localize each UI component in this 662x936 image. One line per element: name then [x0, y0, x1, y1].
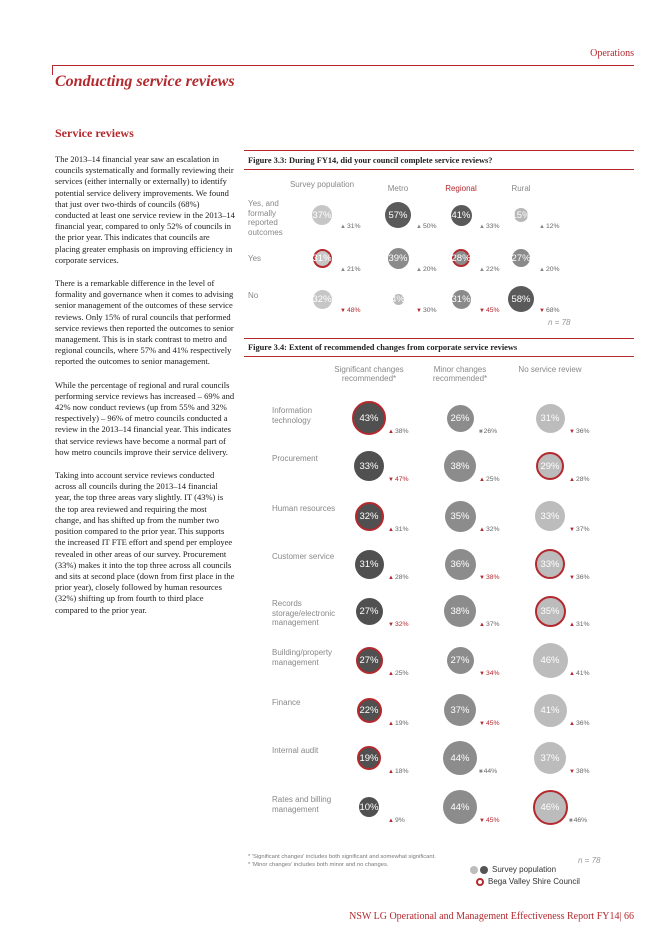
legend-population	[470, 865, 556, 874]
figure34-prior-year-delta	[388, 720, 409, 727]
figure34-bubble: 10%	[359, 797, 379, 817]
figure34-bubble: 27%	[447, 647, 474, 674]
arrow-down-icon: ▼	[340, 308, 346, 314]
figure33-column-header: Regional	[445, 184, 477, 193]
figure33-prior-year-delta	[479, 307, 500, 314]
arrow-down-icon: ▼	[479, 818, 485, 824]
figure33-prior-year-delta	[416, 266, 437, 273]
figure34-prior-year-delta	[479, 670, 500, 677]
figure34-bubble: 38%	[444, 450, 476, 482]
figure34-bubble: 44%	[443, 790, 477, 824]
figure33-bubble: 28%	[452, 249, 470, 267]
figure34-column-header: Minor changes recommended*	[432, 365, 488, 383]
delta-value: 46%	[573, 817, 588, 824]
figure33-column-header: Survey population	[289, 180, 355, 189]
figure34-prior-year-delta	[479, 428, 497, 435]
delta-value: 31%	[394, 526, 409, 533]
figure34-prior-year-delta	[388, 428, 409, 435]
figure34-prior-year-delta	[569, 768, 590, 775]
figure34-bubble: 33%	[354, 451, 384, 481]
figure34-row-label: Records storage/electronic management	[272, 599, 336, 627]
delta-value: 38%	[575, 768, 590, 775]
figure33-prior-year-delta	[340, 266, 361, 273]
figure34-prior-year-delta	[388, 768, 409, 775]
figure33-prior-year-delta	[416, 223, 437, 230]
arrow-down-icon: ▼	[416, 308, 422, 314]
figure33-bubble: 15%	[511, 209, 531, 221]
figure34-bubble: 44%	[443, 741, 477, 775]
figure34-prior-year-delta	[569, 428, 590, 435]
delta-value: 32%	[394, 621, 409, 628]
figure33-prior-year-delta	[340, 307, 361, 314]
delta-value: 36%	[575, 720, 590, 727]
delta-value: 26%	[483, 428, 498, 435]
figure34-prior-year-delta	[388, 670, 409, 677]
body-text	[55, 154, 235, 628]
figure33-column-header: Metro	[387, 184, 409, 193]
figure34-bubble: 19%	[357, 746, 381, 770]
figure34-prior-year-delta	[388, 817, 405, 824]
page-title: Conducting service reviews	[55, 73, 235, 90]
figure34-prior-year-delta	[479, 817, 500, 824]
delta-value: 25%	[394, 670, 409, 677]
figure33-bubble: 31%	[452, 290, 471, 309]
figure34-prior-year-delta	[479, 526, 500, 533]
figure34-prior-year-delta	[388, 621, 409, 628]
arrow-up-icon: ▲	[479, 267, 485, 273]
arrow-down-icon: ▼	[388, 622, 394, 628]
arrow-down-icon: ▼	[479, 721, 485, 727]
footnote: * 'Significant changes' includes both significant and somewhat significant.	[248, 854, 436, 860]
figure33-title-rule	[244, 169, 634, 170]
section-title: Service reviews	[55, 126, 134, 140]
delta-value: 21%	[346, 266, 361, 273]
legend-label: Survey population	[492, 865, 557, 874]
figure34-title-rule	[244, 356, 634, 357]
footnote: * 'Minor changes' includes both minor and no changes.	[248, 861, 389, 868]
delta-value: 22%	[485, 266, 500, 273]
figure33-top-rule	[244, 150, 634, 151]
figure33-bubble: 58%	[508, 286, 534, 312]
arrow-up-icon: ▲	[479, 477, 485, 483]
arrow-down-icon: ▼	[479, 671, 485, 677]
figure34-bubble: 46%	[533, 790, 568, 825]
figure33-column-header: Rural	[511, 184, 531, 193]
figure33-prior-year-delta	[479, 223, 500, 230]
figure34-title: Figure 3.4: Extent of recommended changes from corporate service reviews	[248, 343, 518, 352]
delta-value: 9%	[394, 817, 405, 824]
arrow-down-icon: ▼	[569, 575, 575, 581]
figure34-bubble: 31%	[536, 404, 565, 433]
delta-value: 28%	[575, 476, 590, 483]
arrow-up-icon: ▲	[479, 622, 485, 628]
arrow-up-icon: ▲	[340, 267, 346, 273]
arrow-up-icon: ▲	[539, 224, 545, 230]
figure34-prior-year-delta	[569, 476, 590, 483]
body-paragraph: Taking into account service reviews conducted across all councils during the 2013–14 financial year, the top three areas vary slightly. IT (43%) is the top area reviewed and requiring the most change, and has shifted up from the number two position compared to the prior year. This supports the increased IT FTE effort and spend per employee revealed in other areas of our survey. Procurement (33%) makes it into the top three across all councils and sits at second place (down from first place in the prior year), closely followed by human resources (32%) shifting up from fourth to third place compared to the prior year.	[55, 470, 235, 615]
figure33-title: Figure 3.3: During FY14, did your council complete service reviews?	[248, 156, 493, 165]
body-paragraph: The 2013–14 financial year saw an escalation in councils systematically and formally reviewing their services (either internally or externally) to identify potential service delivery improvements. We found that just over two-thirds of councils (68%) conducted at least one service review in the 2013–14 financial year, compared to only 52% of councils in the prior year. This indicates that councils are placing greater emphasis on improving efficiency in corporate services.	[55, 154, 235, 265]
figure34-n-label: n = 78	[578, 856, 601, 865]
figure33-prior-year-delta	[340, 223, 361, 230]
delta-value: 38%	[485, 574, 500, 581]
section-header: Operations	[590, 48, 634, 59]
body-paragraph: While the percentage of regional and rural councils performing service reviews has increased – 69% and 42% now conduct reviews (up from 55% and 32% respectively) – 96% of metro councils conducted a review in the 2013–14 financial year. This indicates that service reviews have become a normal part of how metro councils improve their service delivery.	[55, 379, 235, 457]
legend-label: Bega Valley Shire Council	[488, 877, 580, 886]
figure34-prior-year-delta	[569, 670, 590, 677]
delta-value: 44%	[483, 768, 498, 775]
header-rule-tick	[52, 65, 53, 75]
arrow-up-icon: ▲	[340, 224, 346, 230]
delta-value: 45%	[485, 720, 500, 727]
delta-value: 45%	[485, 817, 500, 824]
delta-value: 19%	[394, 720, 409, 727]
delta-value: 34%	[485, 670, 500, 677]
figure34-prior-year-delta	[569, 526, 590, 533]
page-footer: NSW LG Operational and Management Effectiveness Report FY14| 66	[349, 911, 634, 922]
figure34-bubble: 36%	[445, 549, 476, 580]
arrow-up-icon: ▲	[569, 477, 575, 483]
square-icon: ■	[569, 818, 573, 824]
header-rule	[52, 65, 634, 66]
delta-value: 36%	[575, 428, 590, 435]
figure34-bubble: 32%	[355, 502, 384, 531]
figure34-prior-year-delta	[479, 621, 500, 628]
delta-value: 18%	[394, 768, 409, 775]
arrow-up-icon: ▲	[388, 818, 394, 824]
arrow-down-icon: ▼	[388, 477, 394, 483]
delta-value: 20%	[422, 266, 437, 273]
body-paragraph: There is a remarkable difference in the level of formality and governance when it comes to advising senior management of the outcomes of these service reviews. Only 15% of rural councils that performed service reviews then reported the outcomes to senior management. This is in stark contrast to metro and regional councils, where 57% and 41% respectively reported the outcomes to senior management.	[55, 278, 234, 367]
figure34-column-header: No service review	[518, 365, 582, 374]
delta-value: 41%	[575, 670, 590, 677]
figure33-prior-year-delta	[539, 307, 560, 314]
figure34-bubble: 35%	[445, 501, 476, 532]
figure33-bubble: 4%	[391, 293, 405, 305]
delta-value: 12%	[545, 223, 560, 230]
figure33-prior-year-delta	[479, 266, 500, 273]
square-icon: ■	[479, 769, 483, 775]
delta-value: 36%	[575, 574, 590, 581]
figure33-bubble: 41%	[451, 205, 472, 226]
arrow-up-icon: ▲	[388, 575, 394, 581]
arrow-up-icon: ▲	[569, 721, 575, 727]
arrow-up-icon: ▲	[539, 267, 545, 273]
figure33-row-label: No	[248, 291, 259, 300]
figure34-row-label: Customer service	[272, 552, 335, 561]
figure34-row-label: Building/property management	[272, 648, 333, 667]
figure34-row-label: Human resources	[272, 504, 336, 513]
arrow-up-icon: ▲	[479, 224, 485, 230]
figure34-prior-year-delta	[388, 574, 409, 581]
delta-value: 50%	[422, 223, 437, 230]
delta-value: 45%	[485, 307, 500, 314]
arrow-up-icon: ▲	[479, 527, 485, 533]
delta-value: 37%	[485, 621, 500, 628]
legend-dark-swatch	[480, 866, 488, 874]
figure34-prior-year-delta	[569, 720, 590, 727]
figure34-prior-year-delta	[479, 476, 500, 483]
figure33-row-label: Yes, and formally reported outcomes	[248, 199, 283, 237]
figure34-prior-year-delta	[388, 526, 409, 533]
square-icon: ■	[479, 429, 483, 435]
figure34-bubble: 29%	[536, 452, 564, 480]
figure33-bubble: 57%	[385, 202, 411, 228]
figure34-bubble: 33%	[535, 549, 565, 579]
delta-value: 31%	[575, 621, 590, 628]
legend-ring-swatch	[476, 878, 484, 886]
figure34-bubble: 37%	[444, 694, 476, 726]
delta-value: 38%	[394, 428, 409, 435]
figure34-bubble: 22%	[357, 698, 382, 723]
figure34-prior-year-delta	[479, 768, 497, 775]
legend-light-swatch	[470, 866, 478, 874]
arrow-up-icon: ▲	[416, 267, 422, 273]
figure33-prior-year-delta	[416, 307, 437, 314]
arrow-down-icon: ▼	[539, 308, 545, 314]
figure34-top-rule	[244, 338, 634, 339]
figure33-n-label: n = 78	[548, 318, 571, 327]
arrow-up-icon: ▲	[569, 622, 575, 628]
arrow-up-icon: ▲	[388, 769, 394, 775]
figure33-bubble: 32%	[313, 290, 332, 309]
figure34-column-header: Significant changes recommended*	[334, 365, 404, 383]
figure34-prior-year-delta	[569, 817, 587, 824]
figure34-bubble: 37%	[534, 742, 566, 774]
arrow-down-icon: ▼	[569, 527, 575, 533]
delta-value: 28%	[394, 574, 409, 581]
figure33-prior-year-delta	[539, 223, 560, 230]
arrow-down-icon: ▼	[569, 769, 575, 775]
figure33-prior-year-delta	[539, 266, 560, 273]
delta-value: 30%	[422, 307, 437, 314]
figure34-footnotes	[248, 854, 436, 869]
delta-value: 20%	[545, 266, 560, 273]
arrow-up-icon: ▲	[388, 721, 394, 727]
arrow-down-icon: ▼	[479, 308, 485, 314]
figure34-row-label: Information technology	[272, 406, 313, 425]
figure34-bubble: 31%	[355, 550, 384, 579]
arrow-down-icon: ▼	[569, 429, 575, 435]
arrow-up-icon: ▲	[388, 671, 394, 677]
delta-value: 32%	[485, 526, 500, 533]
figure34-prior-year-delta	[479, 720, 500, 727]
figure34-bubble: 33%	[535, 501, 565, 531]
arrow-up-icon: ▲	[388, 429, 394, 435]
figure34-row-label: Procurement	[272, 454, 318, 463]
figure33-bubble: 39%	[388, 248, 409, 269]
delta-value: 68%	[545, 307, 560, 314]
delta-value: 47%	[394, 476, 409, 483]
figure34-bubble: 38%	[444, 595, 476, 627]
delta-value: 25%	[485, 476, 500, 483]
arrow-up-icon: ▲	[416, 224, 422, 230]
figure34-prior-year-delta	[388, 476, 409, 483]
figure34-bubble: 46%	[533, 643, 568, 678]
figure34-prior-year-delta	[569, 574, 590, 581]
delta-value: 31%	[346, 223, 361, 230]
arrow-up-icon: ▲	[569, 671, 575, 677]
delta-value: 48%	[346, 307, 361, 314]
figure34-prior-year-delta	[479, 574, 500, 581]
figure34-bubble: 26%	[447, 405, 474, 432]
figure33-bubble: 27%	[512, 249, 530, 267]
figure34-bubble: 35%	[535, 596, 566, 627]
figure33-row-label: Yes	[248, 254, 262, 263]
figure33-bubble: 31%	[313, 249, 332, 268]
figure34-row-label: Internal audit	[272, 746, 319, 755]
figure34-prior-year-delta	[569, 621, 590, 628]
figure34-bubble: 41%	[534, 694, 567, 727]
delta-value: 37%	[575, 526, 590, 533]
arrow-down-icon: ▼	[479, 575, 485, 581]
figure34-row-label: Finance	[272, 698, 301, 707]
figure34-bubble: 27%	[356, 647, 383, 674]
delta-value: 33%	[485, 223, 500, 230]
arrow-up-icon: ▲	[388, 527, 394, 533]
figure33-bubble: 37%	[312, 205, 332, 225]
legend-council	[470, 877, 580, 886]
figure34-bubble: 43%	[352, 401, 386, 435]
figure34-bubble: 27%	[356, 598, 383, 625]
figure34-row-label: Rates and billing management	[272, 795, 332, 814]
